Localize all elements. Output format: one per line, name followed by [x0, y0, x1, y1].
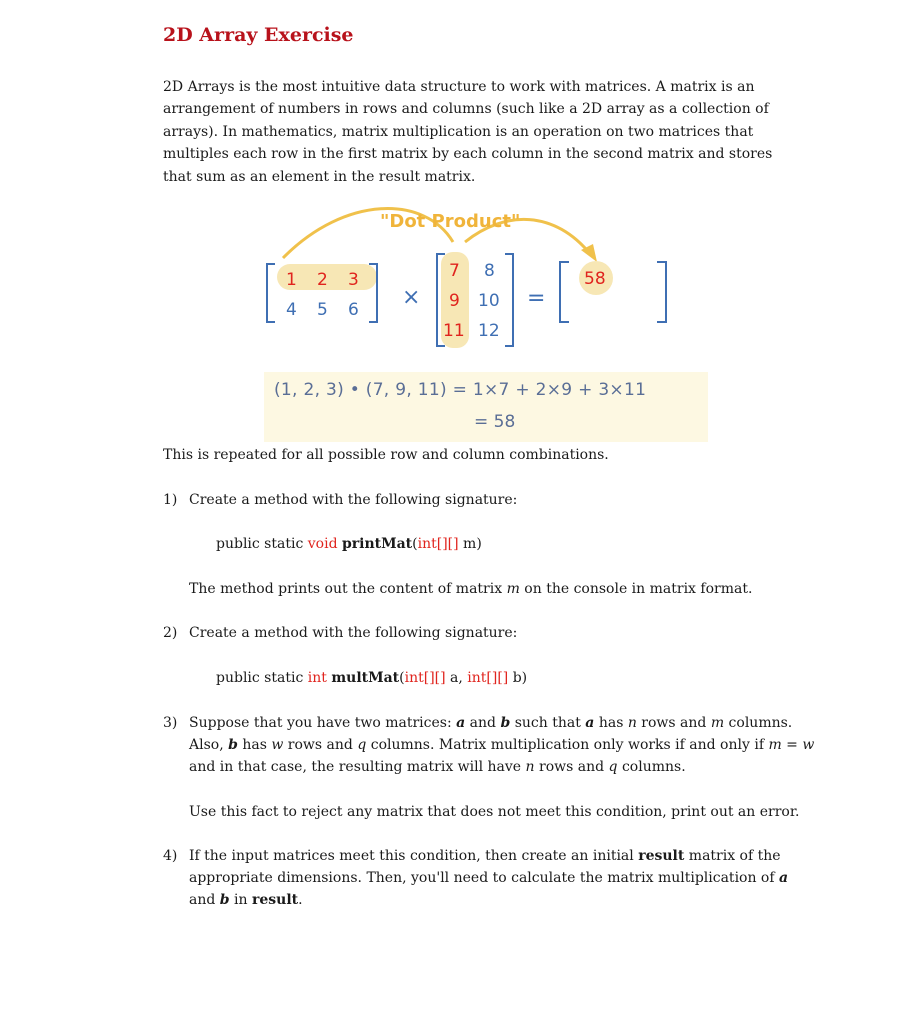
- repeat-text: This is repeated for all possible row and column combinations.: [163, 447, 609, 463]
- sig-prefix: public static: [216, 536, 308, 552]
- step-3-use-text: Use this fact to reject any matrix that does not meet this condition, print out an error.: [189, 804, 800, 820]
- var: a: [456, 715, 466, 731]
- dot-product-figure: [255, 200, 705, 360]
- text: Suppose that you have two matrices:: [189, 715, 457, 731]
- text: If the input matrices meet this condition, then create an initial: [189, 848, 639, 864]
- b-2-1: 9: [449, 291, 460, 311]
- var: m = w: [768, 737, 815, 753]
- b-1-2: 8: [484, 261, 495, 281]
- text: Also,: [189, 737, 229, 753]
- text: columns. Matrix multiplication only works if and only if: [366, 737, 769, 753]
- text: and: [189, 892, 220, 908]
- text: columns.: [617, 759, 686, 775]
- var: b: [219, 892, 230, 908]
- text: in: [229, 892, 252, 908]
- sig-return-type: void: [307, 536, 338, 552]
- step-2-text: Create a method with the following signature:: [189, 625, 518, 641]
- var: b: [500, 715, 511, 731]
- b-2-2: 10: [478, 291, 500, 311]
- text: rows and: [283, 737, 358, 753]
- result-left-bracket: [560, 262, 569, 322]
- var: q: [357, 737, 367, 753]
- text: and in that case, the resulting matrix will have: [189, 759, 526, 775]
- a-2-3: 6: [348, 300, 359, 320]
- text: rows and: [636, 715, 711, 731]
- sig-method-name: multMat: [331, 670, 400, 686]
- text: has: [594, 715, 628, 731]
- var: a: [585, 715, 595, 731]
- desc-text: on the console in matrix format.: [519, 581, 753, 597]
- matrix-diagram: [255, 200, 705, 360]
- sig-param-name: b): [508, 670, 528, 686]
- step-4-line-3: [189, 889, 303, 911]
- b-1-1: 7: [449, 261, 460, 281]
- result-value: 58: [584, 269, 606, 289]
- times-sign: ×: [402, 285, 421, 310]
- var: n: [627, 715, 637, 731]
- text: .: [298, 892, 303, 908]
- text: rows and: [534, 759, 609, 775]
- text: appropriate dimensions. Then, you'll need to calculate the matrix multiplication of: [189, 870, 779, 886]
- sig-method-name: printMat: [341, 536, 413, 552]
- step-4-number: 4): [163, 848, 178, 864]
- a-1-3: 3: [348, 270, 359, 290]
- sig-param-type: int[][]: [404, 670, 446, 686]
- text: has: [237, 737, 272, 753]
- b-3-1: 11: [443, 321, 465, 341]
- text: and: [465, 715, 501, 731]
- sig-return-type: int: [307, 670, 327, 686]
- b-3-2: 12: [478, 321, 500, 341]
- var: w: [271, 737, 284, 753]
- var: m: [710, 715, 725, 731]
- sig-paren: (: [399, 670, 405, 686]
- dot-product-label: "Dot Product": [380, 211, 521, 232]
- step-4-line-1: [189, 845, 781, 867]
- equation-line-2: = 58: [474, 412, 516, 432]
- sig-param-type: int[][]: [417, 536, 459, 552]
- desc-var: m: [506, 581, 520, 597]
- a-2-1: 4: [286, 300, 297, 320]
- var: n: [525, 759, 535, 775]
- step-1-signature: [216, 533, 482, 555]
- step-3-line-3: [189, 756, 686, 778]
- text: such that: [510, 715, 586, 731]
- sig-prefix: public static: [216, 670, 308, 686]
- intro-paragraph: 2D Arrays is the most intuitive data structure to work with matrices. A matrix is an arrangement of numbers in rows and columns (such like a 2D array as a collection of arrays). In mathematics, matrix multiplication is an operation on two matrices that multiples each row in the first matrix by each column in the second matrix and stores that sum as an element in the result matrix.: [163, 79, 773, 185]
- sig-param-name: a,: [445, 670, 468, 686]
- equation-line-1: (1, 2, 3) • (7, 9, 11) = 1×7 + 2×9 + 3×11: [274, 380, 647, 400]
- step-3-line-1: [189, 712, 792, 734]
- text: columns.: [724, 715, 793, 731]
- page-title: 2D Array Exercise: [163, 24, 354, 46]
- step-3-line-2: [189, 734, 814, 756]
- a-2-2: 5: [317, 300, 328, 320]
- a-1-2: 2: [317, 270, 328, 290]
- step-2-number: 2): [163, 625, 178, 641]
- equals-sign: =: [527, 286, 546, 311]
- step-2-signature: [216, 667, 527, 689]
- matrix-a-left-bracket: [267, 264, 275, 322]
- sig-paren: (: [412, 536, 418, 552]
- sig-param-name: m): [458, 536, 482, 552]
- result-word: result: [251, 892, 299, 908]
- text: matrix of the: [684, 848, 781, 864]
- var: q: [608, 759, 618, 775]
- desc-text: The method prints out the content of matrix: [189, 581, 507, 597]
- var: b: [228, 737, 238, 753]
- step-1-text: Create a method with the following signature:: [189, 492, 518, 508]
- step-1-description: [189, 578, 752, 600]
- a-1-1: 1: [286, 270, 297, 290]
- sig-param-type: int[][]: [467, 670, 509, 686]
- step-1-number: 1): [163, 492, 178, 508]
- var: a: [779, 870, 789, 886]
- result-word: result: [638, 848, 685, 864]
- equation-box: [264, 372, 708, 442]
- step-4-line-2: [189, 867, 788, 889]
- matrix-b-right-bracket: [505, 254, 513, 346]
- step-3-number: 3): [163, 715, 178, 731]
- result-right-bracket: [657, 262, 666, 322]
